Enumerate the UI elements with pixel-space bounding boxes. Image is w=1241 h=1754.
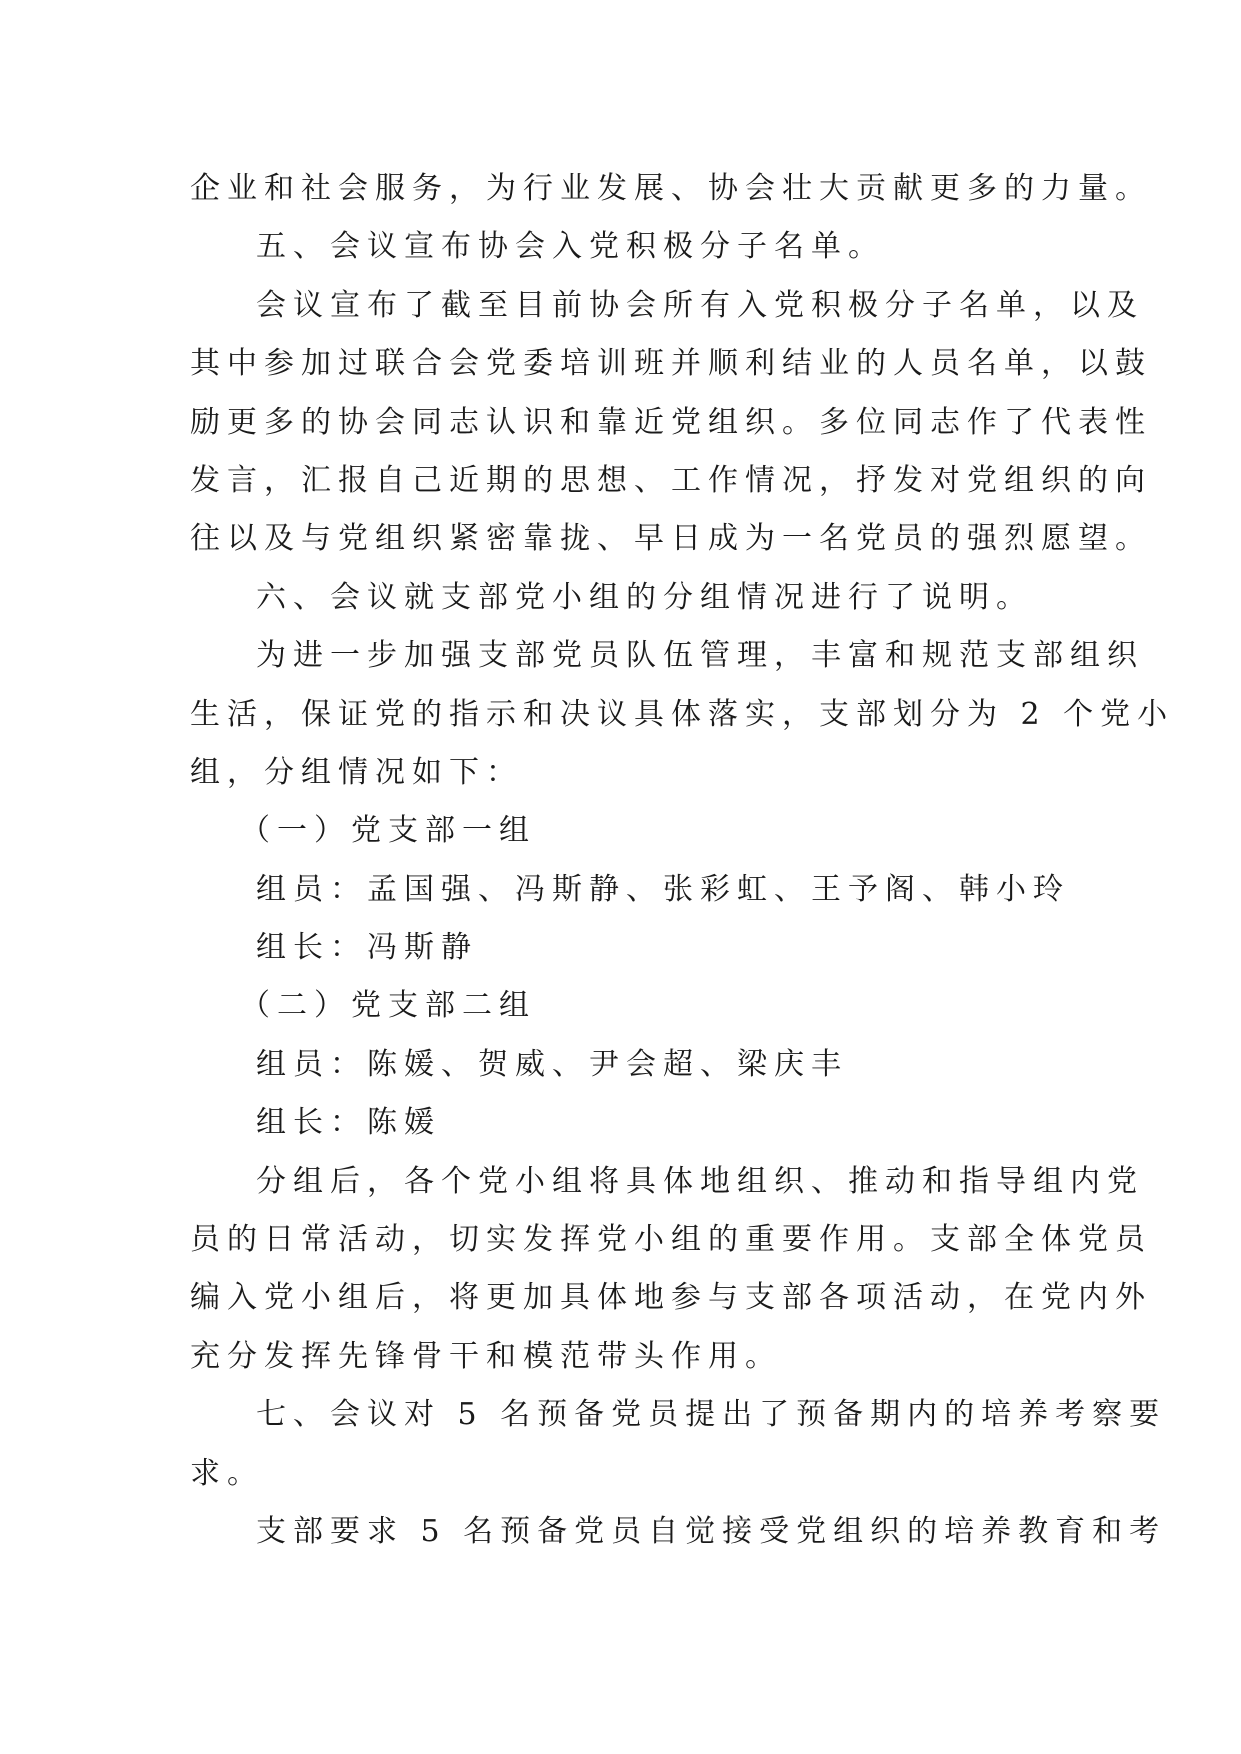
body-line: 企业和社会服务，为行业发展、协会壮大贡献更多的力量。 (190, 171, 1152, 206)
body-line: 发言，汇报自己近期的思想、工作情况，抒发对党组织的向 (190, 462, 1152, 498)
body-line: 编入党小组后，将更加具体地参与支部各项活动，在党内外 (190, 1280, 1152, 1316)
body-line: 生活，保证党的指示和决议具体落实，支部划分为 2 个党小 (190, 696, 1175, 732)
body-line: 其中参加过联合会党委培训班并顺利结业的人员名单，以鼓 (190, 346, 1152, 382)
section-heading-7: 七、会议对 5 名预备党员提出了预备期内的培养考察要 (256, 1397, 1167, 1433)
group-2-members: 组员：陈媛、贺威、尹会超、梁庆丰 (256, 1046, 848, 1082)
body-line: 为进一步加强支部党员队伍管理，丰富和规范支部组织 (256, 638, 1144, 674)
group-1-members: 组员：孟国强、冯斯静、张彩虹、王予阁、韩小玲 (256, 871, 1070, 907)
section-heading-5: 五、会议宣布协会入党积极分子名单。 (256, 229, 885, 265)
group-heading-2: （二）党支部二组 (240, 988, 536, 1024)
body-line: 励更多的协会同志认识和靠近党组织。多位同志作了代表性 (190, 404, 1152, 440)
section-heading-6: 六、会议就支部党小组的分组情况进行了说明。 (256, 579, 1033, 615)
body-line: 往以及与党组织紧密靠拢、早日成为一名党员的强烈愿望。 (190, 521, 1152, 557)
group-heading-1: （一）党支部一组 (240, 813, 536, 849)
body-line: 支部要求 5 名预备党员自觉接受党组织的培养教育和考 (256, 1513, 1167, 1549)
body-line: 组，分组情况如下： (190, 754, 523, 790)
group-2-leader: 组长：陈媛 (256, 1105, 441, 1141)
body-line: 充分发挥先锋骨干和模范带头作用。 (190, 1338, 782, 1374)
document-body (190, 160, 1175, 1561)
body-line: 会议宣布了截至目前协会所有入党积极分子名单，以及 (256, 287, 1144, 323)
body-line: 分组后，各个党小组将具体地组织、推动和指导组内党 (256, 1163, 1144, 1199)
group-1-leader: 组长：冯斯静 (256, 930, 478, 966)
body-line: 员的日常活动，切实发挥党小组的重要作用。支部全体党员 (190, 1222, 1152, 1258)
body-line: 求。 (190, 1455, 264, 1491)
